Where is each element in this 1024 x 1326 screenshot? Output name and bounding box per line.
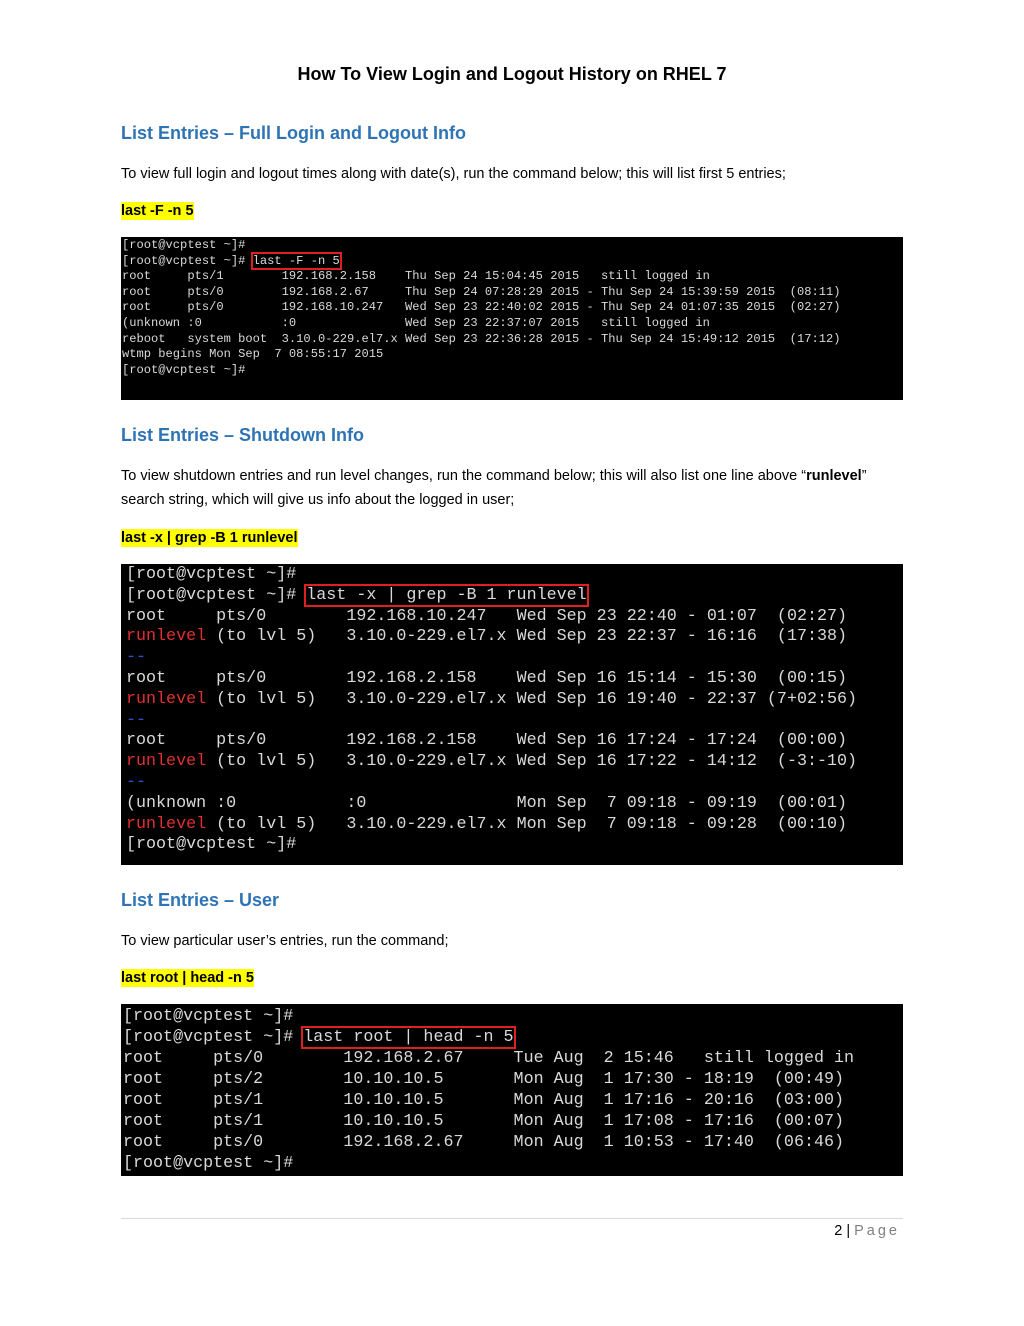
command-highlight-user: last root | head -n 5 <box>121 970 254 986</box>
terminal-line <box>126 690 903 711</box>
page-label: Page <box>854 1223 900 1239</box>
terminal-line: root pts/1 192.168.2.158 Thu Sep 24 15:04:45 2015 still logged in <box>122 269 710 284</box>
terminal-line: root pts/0 192.168.2.67 Mon Aug 1 10:53 - 17:40 (06:46) <box>123 1133 845 1152</box>
terminal-screenshot-full-info <box>121 237 903 400</box>
terminal-line <box>126 794 903 815</box>
runlevel-label: runlevel <box>126 627 207 647</box>
page-separator: | <box>842 1223 855 1239</box>
terminal-line: root pts/0 192.168.2.67 Tue Aug 2 15:46 still logged in <box>123 1049 855 1068</box>
terminal-row-rest: pts/0 192.168.10.247 Wed Sep 23 22:40 - 01:07 (02:27) <box>206 606 848 626</box>
command-box: last -F -n 5 <box>252 253 340 268</box>
terminal-line: [root@vcptest ~]# <box>126 835 297 855</box>
terminal-row-rest: (to lvl 5) 3.10.0-229.el7.x Wed Sep 16 17:22 - 14:12 (-3:-10) <box>206 752 858 772</box>
terminal-user: (unknown <box>126 793 207 813</box>
terminal-line: root pts/0 192.168.2.67 Thu Sep 24 07:28:29 2015 - Thu Sep 24 15:39:59 2015 (08:11) <box>122 284 841 299</box>
terminal-separator: -- <box>126 772 147 792</box>
terminal-line: wtmp begins Mon Sep 7 08:55:17 2015 <box>122 347 384 362</box>
terminal-command-line <box>122 254 903 270</box>
footer-divider <box>121 1218 903 1219</box>
terminal-line: [root@vcptest ~]# <box>123 1007 294 1026</box>
terminal-line <box>126 752 903 773</box>
terminal-screenshot-user <box>121 1004 903 1176</box>
terminal-line <box>126 731 903 752</box>
terminal-line <box>126 669 903 690</box>
terminal-line <box>126 627 903 648</box>
terminal-line: reboot system boot 3.10.0-229.el7.x Wed Sep 23 22:36:28 2015 - Thu Sep 24 15:49:12 2015 (17:12) <box>122 331 841 346</box>
terminal-rows <box>126 607 903 836</box>
terminal-separator: -- <box>126 648 147 668</box>
page-number: 2 <box>834 1223 843 1239</box>
terminal-line: [root@vcptest ~]# <box>126 565 297 584</box>
terminal-line: root pts/1 10.10.10.5 Mon Aug 1 17:16 - 20:16 (03:00) <box>123 1091 845 1110</box>
terminal-line <box>126 607 903 628</box>
terminal-line: [root@vcptest ~]# <box>123 1154 294 1173</box>
runlevel-label: runlevel <box>126 689 207 709</box>
terminal-row-rest: (to lvl 5) 3.10.0-229.el7.x Wed Sep 23 22:37 - 16:16 (17:38) <box>206 627 848 647</box>
terminal-line: root pts/1 10.10.10.5 Mon Aug 1 17:08 - 17:16 (00:07) <box>123 1112 845 1131</box>
terminal-user: root <box>126 606 207 626</box>
terminal-screenshot-shutdown-info <box>121 564 903 865</box>
paragraph-bold: runlevel <box>806 468 862 484</box>
section-heading-full-info: List Entries – Full Login and Logout Info <box>121 123 466 143</box>
command-box: last root | head -n 5 <box>303 1028 514 1047</box>
terminal-command-line <box>123 1027 903 1048</box>
terminal-row-rest: (to lvl 5) 3.10.0-229.el7.x Wed Sep 16 19:40 - 22:37 (7+02:56) <box>206 689 858 709</box>
terminal-row-rest: :0 :0 Mon Sep 7 09:18 - 09:19 (00:01) <box>206 793 848 813</box>
command-highlight-shutdown-info: last -x | grep -B 1 runlevel <box>121 530 298 546</box>
section-heading-shutdown-info: List Entries – Shutdown Info <box>121 425 364 445</box>
terminal-line: root pts/2 10.10.10.5 Mon Aug 1 17:30 - 18:19 (00:49) <box>123 1070 845 1089</box>
section-paragraph-full-info: To view full login and logout times along with date(s), run the command below; this will list first 5 entries; <box>121 166 786 182</box>
section-heading-user: List Entries – User <box>121 890 280 910</box>
page-number-footer <box>834 1223 900 1239</box>
terminal-line <box>126 815 903 836</box>
paragraph-text: ” search string, which will give us info about the logged in user; <box>121 468 867 508</box>
terminal-line: [root@vcptest ~]# <box>122 362 246 377</box>
paragraph-text: To view shutdown entries and run level changes, run the command below; this will also list one line above “ <box>121 468 807 484</box>
terminal-row-rest: pts/0 192.168.2.158 Wed Sep 16 17:24 - 17:24 (00:00) <box>206 731 848 751</box>
terminal-line: [root@vcptest ~]# <box>122 238 246 252</box>
runlevel-label: runlevel <box>126 814 207 834</box>
command-box: last -x | grep -B 1 runlevel <box>306 585 587 605</box>
terminal-line: root pts/0 192.168.10.247 Wed Sep 23 22:40:02 2015 - Thu Sep 24 01:07:35 2015 (02:27) <box>122 300 841 315</box>
runlevel-label: runlevel <box>126 752 207 772</box>
terminal-row-rest: (to lvl 5) 3.10.0-229.el7.x Mon Sep 7 09:18 - 09:28 (00:10) <box>206 814 848 834</box>
terminal-row-rest: pts/0 192.168.2.158 Wed Sep 16 15:14 - 15:30 (00:15) <box>206 668 848 688</box>
terminal-user: root <box>126 668 207 688</box>
terminal-prompt: [root@vcptest ~]# <box>123 1028 304 1047</box>
terminal-line: (unknown :0 :0 Wed Sep 23 22:37:07 2015 still logged in <box>122 315 710 330</box>
terminal-user: root <box>126 731 207 751</box>
document-title: How To View Login and Logout History on RHEL 7 <box>297 64 727 84</box>
terminal-prompt: [root@vcptest ~]# <box>126 585 307 605</box>
section-paragraph-user: To view particular user’s entries, run the command; <box>121 933 449 949</box>
section-paragraph-shutdown-info <box>121 464 906 512</box>
terminal-prompt: [root@vcptest ~]# <box>122 253 253 268</box>
terminal-separator: -- <box>126 710 147 730</box>
terminal-command-line <box>126 586 903 607</box>
command-highlight-full-info: last -F -n 5 <box>121 203 194 219</box>
